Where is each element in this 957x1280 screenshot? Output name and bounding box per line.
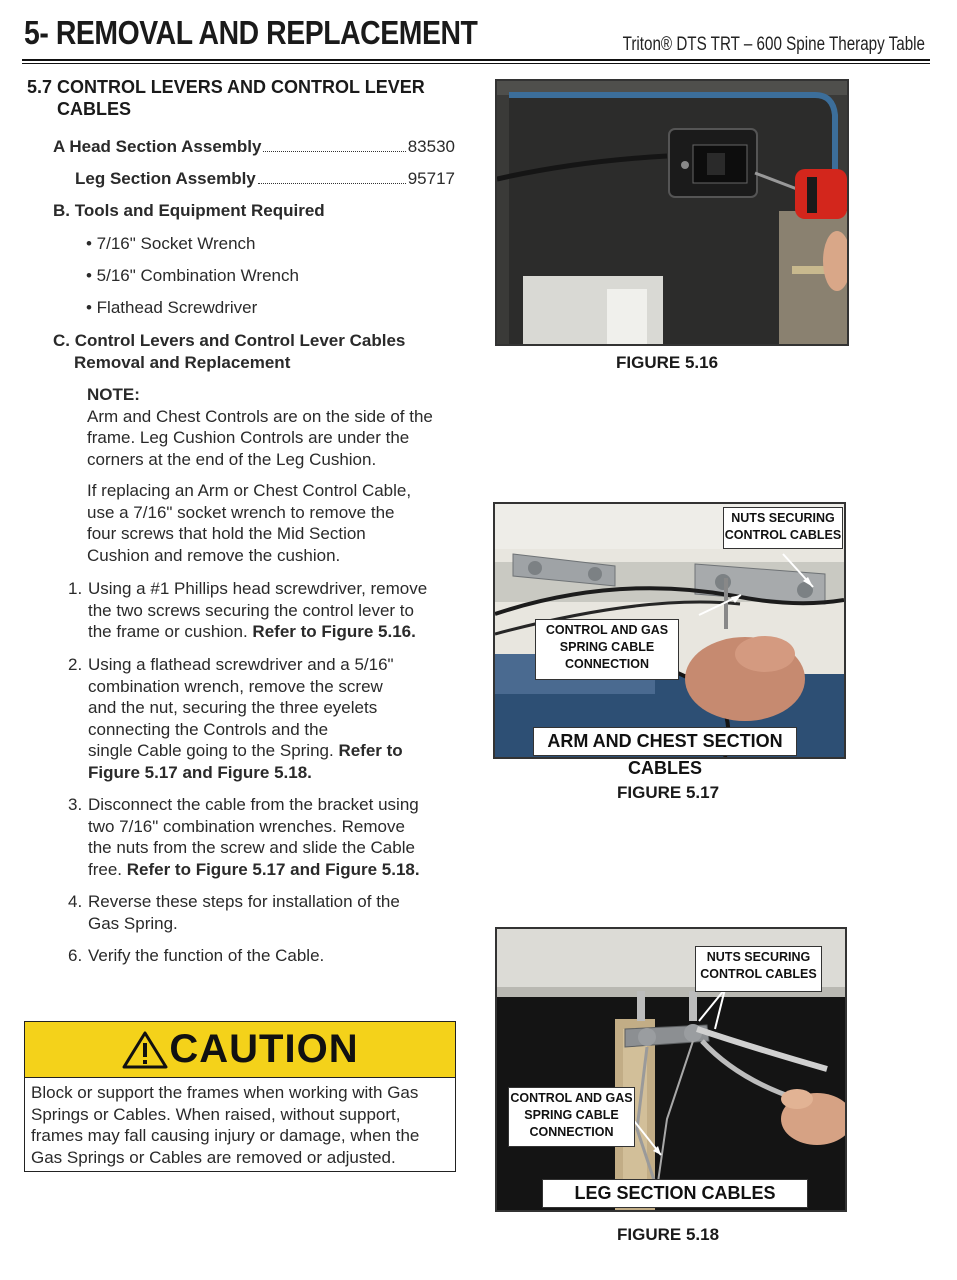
header-rule: [22, 59, 930, 61]
note-block: [87, 384, 459, 566]
assembly-label: A Head Section Assembly: [53, 137, 262, 156]
step-line: the two screws securing the control lever to: [88, 600, 414, 620]
figure-caption: FIGURE 5.16: [616, 353, 719, 372]
step-item: [68, 794, 458, 880]
figure-caption: FIGURE 5.18: [617, 1225, 720, 1244]
caution-line: Gas Springs or Cables are removed or adjusted.: [31, 1147, 396, 1167]
part-number: 83530: [407, 137, 455, 156]
dot-leader: [263, 141, 405, 152]
figure-banner: ARM AND CHEST SECTION CABLES: [533, 727, 797, 756]
note-line: use a 7/16" socket wrench to remove the: [87, 502, 395, 522]
tool-item: • Flathead Screwdriver: [86, 298, 258, 317]
caution-header: [25, 1022, 455, 1078]
header-rule-thin: [22, 63, 930, 64]
section-title-line1: 5.7 CONTROL LEVERS AND CONTROL LEVER: [27, 77, 425, 97]
step-number: 6.: [68, 946, 83, 965]
dot-leader: [258, 173, 406, 184]
step-line: the frame or cushion.: [88, 622, 253, 641]
section-title: [27, 76, 425, 120]
callout-line: NUTS SECURING: [706, 950, 811, 964]
figure-reference: Figure 5.17 and Figure 5.18.: [88, 762, 312, 782]
callout-line: SPRING CABLE: [559, 640, 655, 654]
note-line: corners at the end of the Leg Cushion.: [87, 449, 377, 469]
assembly-label: Leg Section Assembly: [75, 169, 256, 188]
step-item: [68, 891, 458, 934]
figure-reference: Refer to: [338, 741, 403, 760]
callout-nuts: [723, 507, 843, 549]
callout-line: CONTROL CABLES: [724, 528, 842, 542]
step-number: 3.: [68, 795, 83, 814]
callout-line: CONTROL AND GAS: [510, 1091, 633, 1105]
page-title: 5- REMOVAL AND REPLACEMENT: [24, 14, 478, 51]
tools-heading: B. Tools and Equipment Required: [53, 201, 325, 220]
callout-line: CONTROL CABLES: [700, 967, 817, 981]
tool-item: • 5/16" Combination Wrench: [86, 266, 299, 285]
assembly-row-head: [53, 136, 455, 158]
figure-caption: FIGURE 5.17: [617, 783, 720, 802]
caution-text: [25, 1078, 455, 1172]
callout-line: SPRING CABLE: [524, 1108, 619, 1122]
step-line: free.: [88, 859, 127, 879]
step-line: connecting the Controls and the: [88, 719, 329, 739]
step-line: two 7/16" combination wrenches. Remove: [88, 816, 405, 836]
callout-line: CONNECTION: [564, 657, 650, 671]
step-line: Using a #1 Phillips head screwdriver, remove: [88, 579, 428, 598]
note-line: four screws that hold the Mid Section: [87, 524, 366, 543]
step-line: Disconnect the cable from the bracket using: [88, 795, 419, 814]
note-label: NOTE:: [87, 385, 140, 404]
procedure-heading: [53, 330, 405, 373]
caution-heading: CAUTION: [169, 1027, 359, 1071]
figure-reference: Refer to Figure 5.17 and Figure 5.18.: [126, 859, 420, 879]
step-line: single Cable going to the Spring.: [88, 741, 339, 760]
section-title-line2: CABLES: [57, 99, 132, 119]
caution-line: Block or support the frames when working with Gas: [31, 1083, 419, 1102]
procedure-heading-line2: Removal and Replacement: [74, 352, 291, 372]
callout-connection: [535, 619, 679, 680]
step-item: [68, 654, 458, 783]
part-number: 95717: [407, 169, 455, 188]
figure-5-16-photo: [495, 79, 849, 346]
callout-line: NUTS SECURING: [731, 511, 835, 525]
note-line: Cushion and remove the cushion.: [87, 545, 341, 565]
step-line: Using a flathead screwdriver and a 5/16": [88, 655, 394, 674]
callout-connection: [508, 1087, 635, 1147]
step-number: 1.: [68, 579, 83, 598]
step-line: Gas Spring.: [88, 913, 178, 933]
note-line: If replacing an Arm or Chest Control Cable,: [87, 481, 412, 500]
step-line: Verify the function of the Cable.: [88, 946, 325, 965]
tool-item: • 7/16" Socket Wrench: [86, 234, 256, 253]
control-lever-photo: [497, 81, 847, 344]
product-name: Triton® DTS TRT – 600 Spine Therapy Table: [622, 34, 925, 55]
callout-nuts: [695, 946, 822, 992]
caution-box: [24, 1021, 456, 1172]
caution-line: frames may fall causing injury or damage, when the: [31, 1126, 420, 1145]
note-line: frame. Leg Cushion Controls are under the: [87, 428, 410, 447]
assembly-row-leg: [75, 168, 455, 190]
step-number: 4.: [68, 892, 83, 911]
callout-line: CONTROL AND GAS: [545, 623, 669, 637]
step-item: [68, 945, 458, 967]
warning-triangle-icon: [121, 1030, 169, 1070]
step-number: 2.: [68, 655, 83, 674]
step-line: combination wrench, remove the screw: [88, 676, 383, 696]
caution-line: Springs or Cables. When raised, without support,: [31, 1104, 401, 1124]
step-line: the nuts from the screw and slide the Cable: [88, 838, 415, 857]
callout-line: CONNECTION: [529, 1125, 614, 1139]
step-line: and the nut, securing the three eyelets: [88, 698, 378, 717]
note-line: Arm and Chest Controls are on the side of the: [87, 406, 433, 426]
figure-banner: LEG SECTION CABLES: [542, 1179, 808, 1208]
figure-reference: Refer to Figure 5.16.: [252, 622, 416, 641]
procedure-heading-line1: C. Control Levers and Control Lever Cables: [53, 331, 406, 350]
step-line: Reverse these steps for installation of the: [88, 892, 400, 911]
step-item: [68, 578, 458, 643]
